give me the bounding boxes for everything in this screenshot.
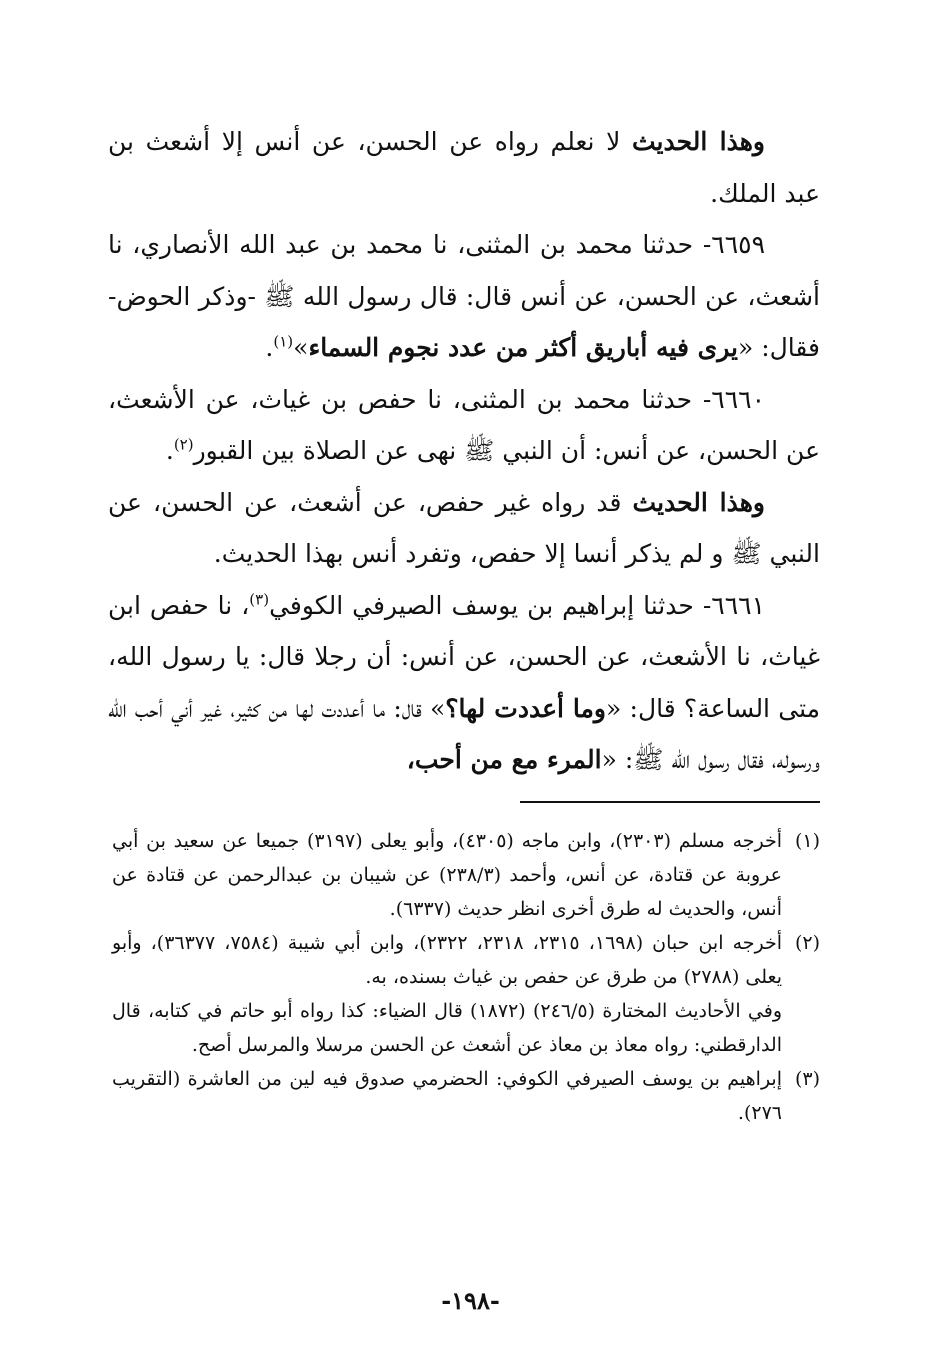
footnote-ref-3: (٣)	[249, 590, 270, 609]
footnotes	[112, 824, 820, 1130]
hadith-matn-bold: المرء مع من أحب،	[406, 745, 602, 774]
bold-lead-phrase: وهذا الحديث	[632, 487, 766, 517]
paragraph-text: قد رواه غير حفص، عن أشعث، عن الحسن، عن النبي ﷺ و لم يذكر أنسا إلا حفص، وتفرد أنس بهذا الحديث.	[108, 487, 820, 568]
footnote-number: (١)	[794, 830, 820, 852]
footnote-ref-1: (١)	[273, 332, 294, 351]
footnote-number: (٣)	[794, 1068, 820, 1090]
hadith-text: ، نا حفص ابن غياث، نا الأشعث، عن الحسن، عن أنس: أن رجلا قال: يا رسول الله، متى الساعة؟ قال: «	[108, 590, 821, 723]
hadith-6659	[108, 219, 820, 374]
paragraph-text: لا نعلم رواه عن الحسن، عن أنس إلا أشعث بن عبد الملك.	[108, 127, 820, 208]
sentence-end: .	[265, 333, 274, 362]
footnote-text: إبراهيم بن يوسف الصيرفي الكوفي: الحضرمي صدوق فيه لين من العاشرة (التقريب ٢٧٦).	[112, 1068, 782, 1124]
footnote-separator	[520, 801, 820, 803]
footnote-text: أخرجه ابن حبان (١٦٩٨، ٢٣١٥، ٢٣١٨، ٢٣٢٢)، وابن أبي شيبة (٧٥٨٤، ٣٦٣٧٧)، وأبو يعلى (٢٧٨٨) من طرق عن حفص بن غياث بسنده، به.	[112, 932, 783, 988]
footnote-3	[112, 1062, 820, 1130]
sentence-end: .	[165, 436, 174, 465]
paragraph-commentary-1	[108, 116, 820, 219]
bold-lead-phrase: وهذا الحديث	[631, 127, 765, 156]
page-number: -١٩٨-	[441, 1286, 500, 1315]
hadith-text: ٦٦٦١- حدثنا إبراهيم بن يوسف الصيرفي الكوفي	[269, 590, 765, 620]
footnote-2-continuation: وفي الأحاديث المختارة (٢٤٦/٥) (١٨٧٢) قال الضياء: كذا رواه أبو حاتم في كتابه، قال الدارقطني: رواه معاذ بن معاذ عن أشعث عن الحسن مرسلا والمرسل أصح.	[112, 1000, 782, 1056]
footnote-number: (٢)	[794, 932, 820, 954]
hadith-matn-bold: يرى فيه أباريق أكثر من عدد نجوم السماء	[308, 333, 738, 362]
footnote-text: أخرجه مسلم (٢٣٠٣)، وابن ماجه (٤٣٠٥)، وأبو يعلى (٣١٩٧) جميعا عن سعيد بن أبي عروبة عن قتادة، عن أنس، وأحمد (٢٣٨/٣) عن شيبان بن عبدالرحمن عن قتادة عن أنس، والحديث له طرق أخرى انظر حديث (٦٣٣٧).	[112, 830, 783, 920]
quote-close: »	[293, 333, 309, 362]
hadith-text: » قال: ما أعددت لها من كثير، غير أني أحب الله ورسوله، فقال رسول الله ﷺ: «	[108, 693, 820, 774]
hadith-text: ٦٦٥٩- حدثنا محمد بن المثنى، نا محمد بن عبد الله الأنصاري، نا أشعث، عن الحسن، عن أنس قال: قال رسول الله ﷺ -وذكر الحوض- فقال: «	[108, 230, 820, 362]
hadith-text: ٦٦٦٠- حدثنا محمد بن المثنى، نا حفص بن غياث، عن الأشعث، عن الحسن، عن أنس: أن النبي ﷺ نهى عن الصلاة بين القبور	[108, 384, 820, 465]
hadith-6661	[108, 580, 820, 786]
hadith-6660	[108, 374, 820, 477]
main-text	[108, 116, 820, 786]
hadith-matn-bold: وما أعددت لها؟	[445, 693, 607, 723]
footnote-1	[112, 824, 820, 926]
footnote-ref-2: (٢)	[173, 435, 194, 454]
paragraph-commentary-2	[108, 477, 820, 580]
footnote-2	[112, 926, 820, 994]
